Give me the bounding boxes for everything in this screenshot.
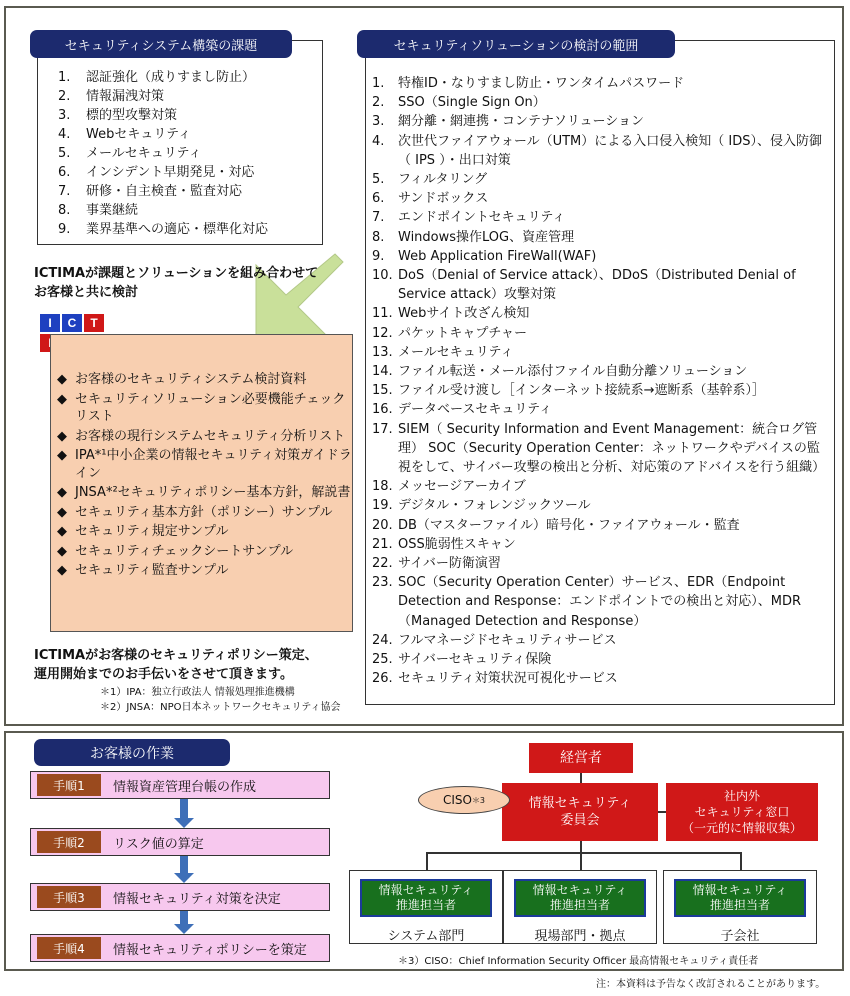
scope-number: 11. — [372, 306, 393, 322]
scope-item — [372, 516, 822, 535]
task-number: 9. — [58, 222, 71, 237]
task-number: 7. — [58, 184, 71, 199]
step-text: リスク値の算定 — [113, 836, 204, 852]
scope-number: 18. — [372, 479, 393, 495]
step-badge: 手順1 — [37, 774, 101, 796]
resource-item — [57, 447, 352, 482]
department-box — [503, 870, 657, 944]
scope-header: セキュリティソリューションの検討の範囲 — [357, 30, 675, 58]
support-statement — [34, 646, 364, 684]
resource-text: セキュリティ監査サンプル — [75, 563, 229, 578]
promoter-line-2: 推進担当者 — [549, 898, 610, 912]
task-item — [58, 163, 322, 182]
resource-text: セキュリティ基本方針（ポリシー）サンプル — [75, 504, 333, 520]
task-number: 1. — [58, 70, 71, 85]
diamond-bullet-icon: ◆ — [57, 524, 67, 539]
scope-number: 23. — [372, 575, 393, 591]
scope-item — [372, 535, 822, 554]
down-arrow-icon — [174, 799, 194, 828]
scope-text: 特権ID・なりすまし防止・ワンタイムパスワード — [398, 76, 685, 91]
logo-letter-t: T — [84, 314, 104, 332]
task-item — [58, 182, 322, 201]
scope-item — [372, 228, 822, 247]
resource-item — [57, 523, 352, 541]
scope-item — [372, 400, 822, 419]
scope-number: 20. — [372, 517, 393, 533]
step-3 — [30, 883, 330, 911]
task-item — [58, 144, 322, 163]
scope-text: OSS脆弱性スキャン — [398, 536, 516, 552]
scope-number: 4. — [372, 133, 385, 149]
scope-item — [372, 343, 822, 362]
scope-text: SSO（Single Sign On） — [398, 95, 546, 111]
resource-text: セキュリティソリューション必要機能チェックリスト — [75, 391, 346, 424]
diamond-bullet-icon: ◆ — [57, 485, 67, 500]
scope-box — [365, 40, 835, 705]
task-number: 4. — [58, 127, 71, 142]
revision-note: 注：本資料は予告なく改訂されることがあります。 — [596, 979, 826, 990]
scope-text: 網分離・網連携・コンテナソリューション — [398, 114, 644, 130]
resources-box — [50, 334, 353, 632]
scope-number: 7. — [372, 210, 385, 226]
diamond-bullet-icon: ◆ — [57, 504, 67, 520]
task-number: 8. — [58, 203, 71, 218]
resource-item — [57, 543, 352, 561]
promoter-line-2: 推進担当者 — [395, 898, 456, 912]
task-text: 業界基準への適応・標準化対応 — [86, 222, 269, 237]
committee-line-1: 情報セキュリティ — [528, 796, 632, 811]
diamond-bullet-icon: ◆ — [57, 448, 67, 463]
diamond-bullet-icon: ◆ — [57, 372, 67, 387]
scope-item — [372, 247, 822, 266]
scope-number: 10. — [372, 268, 393, 284]
scope-text: Windows操作LOG、資産管理 — [398, 229, 575, 245]
scope-item — [372, 304, 822, 323]
department-box — [663, 870, 817, 944]
committee-contact-connector — [658, 811, 666, 813]
promoter-line-1: 情報セキュリティ — [692, 883, 788, 897]
task-item — [58, 125, 322, 144]
scope-text: ファイル転送・メール添付ファイル自動分離ソリューション — [398, 364, 748, 380]
scope-text: メールセキュリティ — [398, 344, 514, 360]
scope-item — [372, 170, 822, 189]
diamond-bullet-icon: ◆ — [57, 563, 67, 578]
scope-text: 次世代ファイアウォール（UTM）による入口侵入検知（ IDS）、侵入防御（ IPS ）・出口対策 — [398, 133, 822, 168]
work-header: お客様の作業 — [34, 739, 230, 766]
department-box — [349, 870, 503, 944]
tasks-box — [37, 40, 323, 245]
scope-text: SOC（Security Operation Center）サービス、EDR（Endpoint Detection and Response：エンドポイントでの検出と対応）、MDR（Managed Detection and Response） — [398, 575, 802, 629]
step-text: 情報資産管理台帳の作成 — [113, 779, 257, 795]
down-arrow-icon — [174, 911, 194, 934]
task-item — [58, 220, 322, 239]
step-badge: 手順4 — [37, 937, 101, 959]
task-text: 情報漏洩対策 — [86, 89, 165, 104]
resources-list — [57, 371, 352, 580]
diamond-bullet-icon: ◆ — [57, 428, 67, 444]
resource-text: セキュリティチェックシートサンプル — [75, 543, 294, 559]
scope-number: 1. — [372, 76, 385, 91]
task-text: メールセキュリティ — [86, 146, 202, 161]
scope-item — [372, 93, 822, 112]
step-text: 情報セキュリティ対策を決定 — [113, 891, 281, 907]
resource-text: お客様の現行システムセキュリティ分析リスト — [75, 428, 346, 444]
scope-item — [372, 132, 822, 170]
combine-line-2: お客様と共に検討 — [34, 285, 139, 300]
ciso-mark: ＊3 — [471, 795, 486, 805]
tasks-list — [58, 68, 322, 239]
scope-number: 14. — [372, 364, 393, 380]
resource-item — [57, 562, 352, 580]
scope-text: サイバー防衛演習 — [398, 556, 501, 572]
task-text: Webセキュリティ — [86, 127, 192, 142]
task-number: 2. — [58, 89, 71, 104]
diamond-bullet-icon: ◆ — [57, 391, 67, 407]
scope-text: フィルタリング — [398, 172, 488, 188]
scope-number: 5. — [372, 172, 385, 188]
task-item — [58, 201, 322, 220]
scope-item — [372, 189, 822, 208]
logo-letter-c: C — [62, 314, 82, 332]
scope-number: 12. — [372, 325, 393, 341]
task-item — [58, 87, 322, 106]
contact-line-2: セキュリティ窓口 — [694, 805, 790, 819]
scope-text: フルマネージドセキュリティサービス — [398, 632, 617, 648]
scope-item — [372, 208, 822, 227]
scope-item — [372, 573, 822, 631]
scope-text: デジタル・フォレンジックツール — [398, 498, 591, 514]
scope-number: 3. — [372, 114, 385, 130]
resource-item — [57, 484, 352, 502]
scope-number: 6. — [372, 191, 385, 207]
promoter-line-1: 情報セキュリティ — [532, 883, 628, 897]
scope-text: セキュリティ対策状況可視化サービス — [398, 671, 618, 687]
combine-line-1: ICTIMAが課題とソリューションを組み合わせて — [34, 266, 319, 281]
scope-item — [372, 477, 822, 496]
tree-bar — [426, 852, 742, 854]
support-line-2: 運用開始までのお手伝いをさせて頂きます。 — [34, 667, 293, 682]
support-line-1: ICTIMAがお客様のセキュリティポリシー策定、 — [34, 648, 318, 663]
resource-text: IPA*¹中小企業の情報セキュリティ対策ガイドライン — [75, 448, 352, 481]
department-name: システム部門 — [387, 929, 465, 944]
scope-item — [372, 650, 822, 669]
task-text: 研修・自主検査・監査対応 — [86, 184, 243, 199]
department-name: 子会社 — [720, 929, 760, 944]
step-1 — [30, 771, 330, 799]
scope-text: パケットキャプチャー — [398, 325, 527, 341]
scope-number: 8. — [372, 229, 385, 245]
scope-text: Webサイト改ざん検知 — [398, 306, 530, 322]
contact-box — [666, 783, 818, 841]
task-text: 事業継続 — [86, 203, 139, 218]
task-number: 3. — [58, 108, 71, 123]
task-number: 5. — [58, 146, 71, 161]
scope-text: Web Application FireWall(WAF) — [398, 248, 597, 264]
step-2 — [30, 828, 330, 856]
scope-number: 25. — [372, 652, 393, 668]
resource-text: お客様のセキュリティシステム検討資料 — [75, 372, 307, 387]
scope-item — [372, 496, 822, 515]
footnote-jnsa: ＊2）JNSA：NPO日本ネットワークセキュリティ協会 — [100, 702, 341, 713]
promoter-line-1: 情報セキュリティ — [378, 883, 474, 897]
scope-item — [372, 631, 822, 650]
scope-item — [372, 74, 822, 93]
tasks-header: セキュリティシステム構築の課題 — [30, 30, 292, 58]
combine-statement — [34, 264, 364, 302]
promoter-line-2: 推進担当者 — [709, 898, 770, 912]
scope-number: 13. — [372, 344, 393, 360]
scope-item — [372, 554, 822, 573]
footnote-ciso: ＊3）CISO：Chief Information Security Officer 最高情報セキュリティ責任者 — [398, 956, 759, 967]
committee-box — [502, 783, 658, 841]
scope-number: 15. — [372, 383, 393, 399]
resource-text: セキュリティ規定サンプル — [75, 524, 229, 539]
ciso-label: CISO — [442, 793, 472, 807]
step-4 — [30, 934, 330, 962]
ciso-ellipse — [418, 786, 510, 814]
scope-item — [372, 420, 826, 478]
scope-list — [372, 74, 826, 689]
scope-number: 19. — [372, 498, 393, 514]
scope-number: 21. — [372, 536, 393, 552]
scope-text: DoS（Denial of Service attack）、DDoS（Distributed Denial of Service attack）攻撃対策 — [398, 268, 796, 303]
scope-number: 24. — [372, 632, 393, 648]
task-text: 標的型攻撃対策 — [86, 108, 178, 123]
resource-text: JNSA*²セキュリティポリシー基本方針，解説書 — [75, 485, 351, 500]
scope-number: 26. — [372, 671, 393, 687]
task-number: 6. — [58, 165, 71, 180]
diamond-bullet-icon: ◆ — [57, 543, 67, 559]
contact-line-1: 社内外 — [723, 789, 760, 803]
task-item — [58, 106, 322, 125]
task-text: インシデント早期発見・対応 — [86, 165, 255, 180]
executive-box: 経営者 — [529, 743, 633, 773]
scope-item — [372, 362, 822, 381]
contact-line-3: （一元的に情報収集） — [681, 821, 802, 835]
scope-number: 2. — [372, 95, 385, 111]
down-arrow-icon — [174, 856, 194, 883]
tree-branch-left — [426, 852, 428, 870]
scope-text: DB（マスターファイル）暗号化・ファイアウォール・監査 — [398, 517, 740, 533]
scope-number: 17. — [372, 421, 393, 437]
promoter-box — [360, 879, 492, 917]
scope-item — [372, 112, 822, 131]
scope-text: SIEM（ Security Information and Event Management：統合ログ管理） SOC（Security Operation Center：ネットワークやデバイスの監視をして、サイバー攻撃の検出と分析、対応策のアドバイスを行う組織） — [398, 421, 826, 476]
promoter-box — [674, 879, 806, 917]
scope-number: 9. — [372, 248, 385, 264]
scope-item — [372, 669, 822, 688]
scope-text: メッセージアーカイブ — [398, 479, 526, 495]
department-name: 現場部門・拠点 — [534, 929, 626, 944]
executive-connector — [580, 773, 582, 783]
scope-text: データベースセキュリティ — [398, 402, 553, 418]
scope-text: サイバーセキュリティ保険 — [398, 652, 552, 668]
tree-branch-mid — [580, 852, 582, 870]
step-badge: 手順2 — [37, 831, 101, 853]
task-item — [58, 68, 322, 87]
footnote-ipa: ＊1）IPA：独立行政法人 情報処理推進機構 — [100, 687, 295, 698]
tree-branch-right — [740, 852, 742, 870]
scope-number: 16. — [372, 402, 393, 418]
scope-text: エンドポイントセキュリティ — [398, 210, 566, 226]
task-text: 認証強化（成りすまし防止） — [86, 70, 256, 85]
promoter-box — [514, 879, 646, 917]
committee-line-2: 委員会 — [560, 813, 600, 828]
resource-item — [57, 504, 352, 522]
resource-item — [57, 371, 352, 389]
scope-text: サンドボックス — [398, 191, 489, 207]
scope-item — [372, 381, 822, 400]
scope-text: ファイル受け渡し［インターネット接続系→遮断系（基幹系）］ — [398, 383, 765, 399]
resource-item — [57, 428, 352, 446]
step-text: 情報セキュリティポリシーを策定 — [113, 942, 307, 958]
resource-item — [57, 391, 352, 426]
scope-number: 22. — [372, 556, 393, 572]
step-badge: 手順3 — [37, 886, 101, 908]
scope-item — [372, 266, 822, 304]
logo-letter-i: I — [40, 314, 60, 332]
scope-item — [372, 324, 822, 343]
